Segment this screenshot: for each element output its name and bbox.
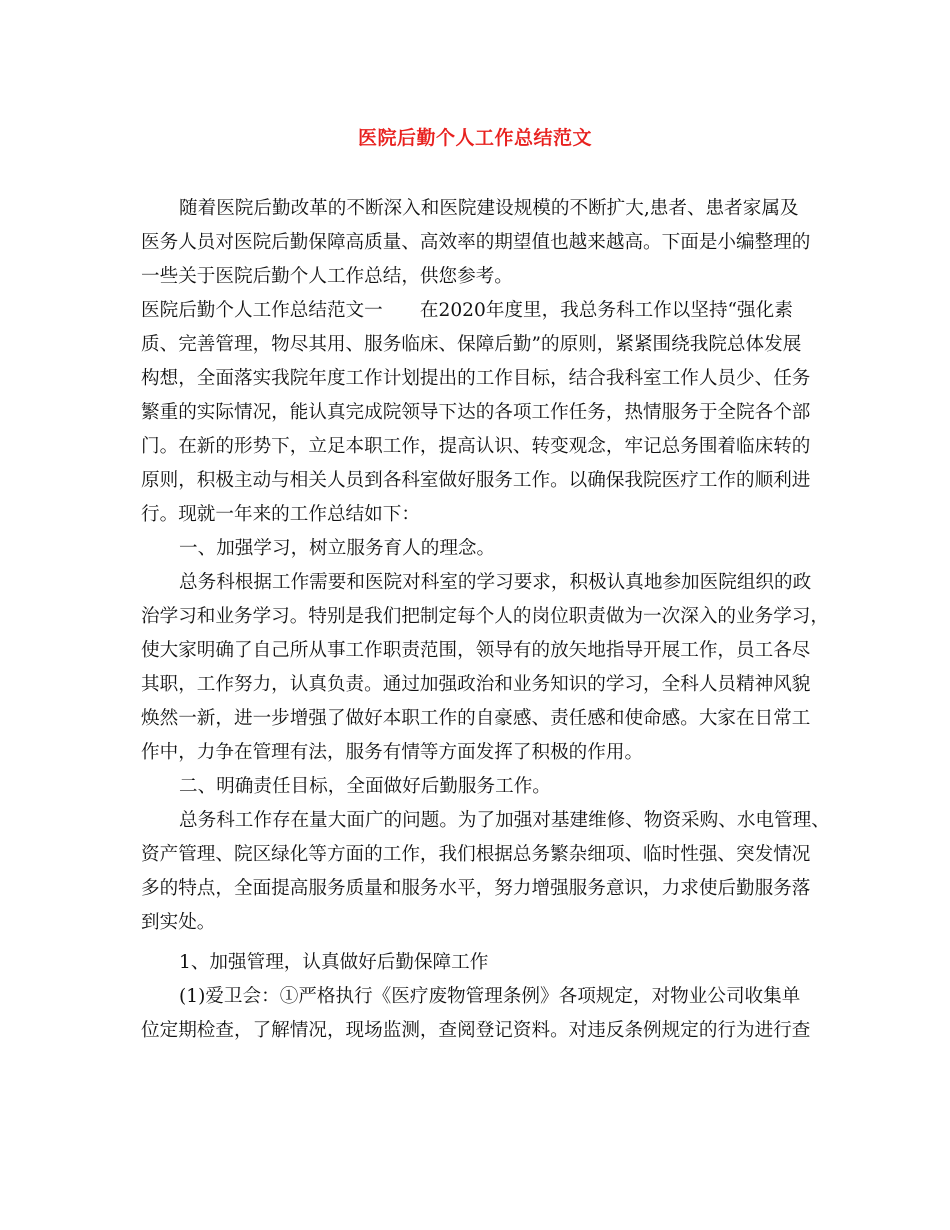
paragraph-line: 质、完善管理，物尽其用、服务临床、保障后勤”的原则，紧紧围绕我院总体发展: [141, 334, 802, 355]
paragraph-line: 门。在新的形势下，立足本职工作，提高认识、转变观念，牢记总务围着临床转的: [141, 436, 811, 457]
paragraph-line: 繁重的实际情况，能认真完成院领导下达的各项工作任务，热情服务于全院各个部: [141, 402, 811, 423]
paragraph-line: 资产管理、院区绿化等方面的工作，我们根据总务繁杂细项、临时性强、突发情况: [141, 844, 811, 865]
paragraph-line: 总务科根据工作需要和医院对科室的学习要求，积极认真地参加医院组织的政: [179, 572, 812, 593]
paragraph-line: (1)爱卫会：①严格执行《医疗废物管理条例》各项规定，对物业公司收集单: [179, 986, 801, 1007]
paragraph-line: 医院后勤个人工作总结范文一 在2020年度里，我总务科工作以坚持“强化素: [141, 300, 793, 321]
paragraph-line: 焕然一新，进一步增强了做好本职工作的自豪感、责任感和使命感。大家在日常工: [141, 708, 811, 729]
subsection-heading: 1、加强管理，认真做好后勤保障工作: [179, 952, 489, 973]
paragraph-line: 医务人员对医院后勤保障高质量、高效率的期望值也越来越高。下面是小编整理的: [141, 232, 811, 253]
paragraph-line: 使大家明确了自己所从事工作职责范围，领导有的放矢地指导开展工作，员工各尽: [141, 640, 811, 661]
document-body: [141, 192, 830, 1048]
section-heading: 一、加强学习，树立服务育人的理念。: [179, 538, 496, 559]
paragraph-line: 多的特点，全面提高服务质量和服务水平，努力增强服务意识，力求使后勤服务落: [141, 878, 811, 899]
paragraph-line: 一些关于医院后勤个人工作总结，供您参考。: [141, 266, 513, 287]
section-heading: 二、明确责任目标，全面做好后勤服务工作。: [179, 776, 551, 797]
paragraph-line: 原则，积极主动与相关人员到各科室做好服务工作。以确保我院医疗工作的顺利进: [141, 470, 811, 491]
paragraph-line: 位定期检查，了解情况，现场监测，查阅登记资料。对违反条例规定的行为进行查: [141, 1020, 811, 1041]
paragraph-line: 到实处。: [141, 912, 216, 933]
paragraph-line: 其职，工作努力，认真负责。通过加强政治和业务知识的学习，全科人员精神风貌: [141, 674, 811, 695]
paragraph-line: 作中，力争在管理有法，服务有情等方面发挥了积极的作用。: [141, 742, 644, 763]
paragraph-line: 总务科工作存在量大面广的问题。为了加强对基建维修、物资采购、水电管理、: [179, 810, 830, 831]
paragraph-line: 行。现就一年来的工作总结如下：: [141, 504, 420, 525]
paragraph-line: 构想，全面落实我院年度工作计划提出的工作目标，结合我科室工作人员少、任务: [141, 368, 811, 389]
paragraph-line: 治学习和业务学习。特别是我们把制定每个人的岗位职责做为一次深入的业务学习，: [141, 606, 829, 627]
document-title: 医院后勤个人工作总结范文: [357, 127, 592, 149]
paragraph-line: 随着医院后勤改革的不断深入和医院建设规模的不断扩大,患者、患者家属及: [179, 198, 799, 219]
